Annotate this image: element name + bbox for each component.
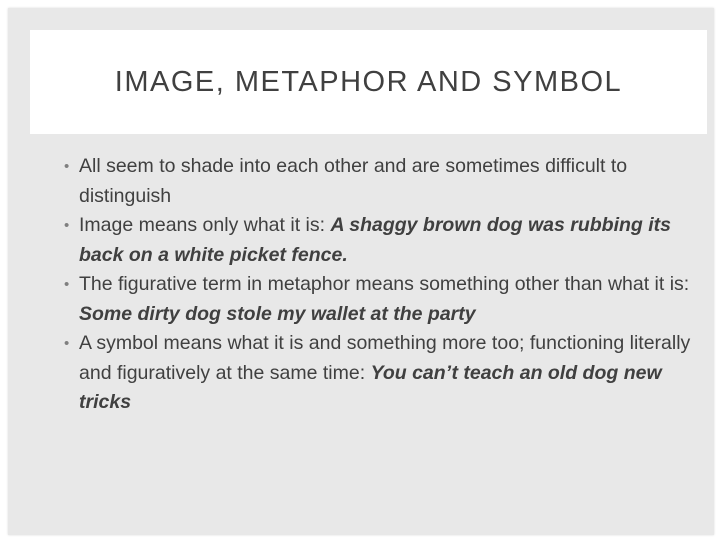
bullet-text: Image means only what it is:: [79, 214, 331, 236]
bullet-item: [64, 211, 694, 270]
slide: [8, 8, 714, 535]
bullet-example: A shaggy brown dog was rubbing its back on a white picket fence.: [79, 214, 671, 266]
bullet-icon: •: [64, 158, 70, 175]
bullet-example: You can’t teach an old dog new tricks: [79, 361, 662, 413]
bullet-icon: •: [64, 276, 70, 293]
slide-body: [64, 152, 694, 418]
bullet-item: [64, 152, 694, 211]
bullet-icon: •: [64, 335, 70, 352]
bullet-text: The figurative term in metaphor means something other than what it is:: [79, 273, 690, 295]
bullet-item: [64, 329, 694, 418]
bullet-icon: •: [64, 217, 70, 234]
bullet-item: [64, 270, 694, 329]
bullet-text: A symbol means what it is and something more too; functioning literally and figuratively at the same time:: [79, 332, 691, 384]
bullet-text: All seem to shade into each other and are sometimes difficult to distinguish: [79, 155, 628, 207]
slide-title: IMAGE, METAPHOR AND SYMBOL: [114, 65, 623, 98]
bullet-list: [64, 152, 694, 418]
bullet-example: Some dirty dog stole my wallet at the party: [79, 302, 476, 325]
title-box: [30, 30, 707, 134]
